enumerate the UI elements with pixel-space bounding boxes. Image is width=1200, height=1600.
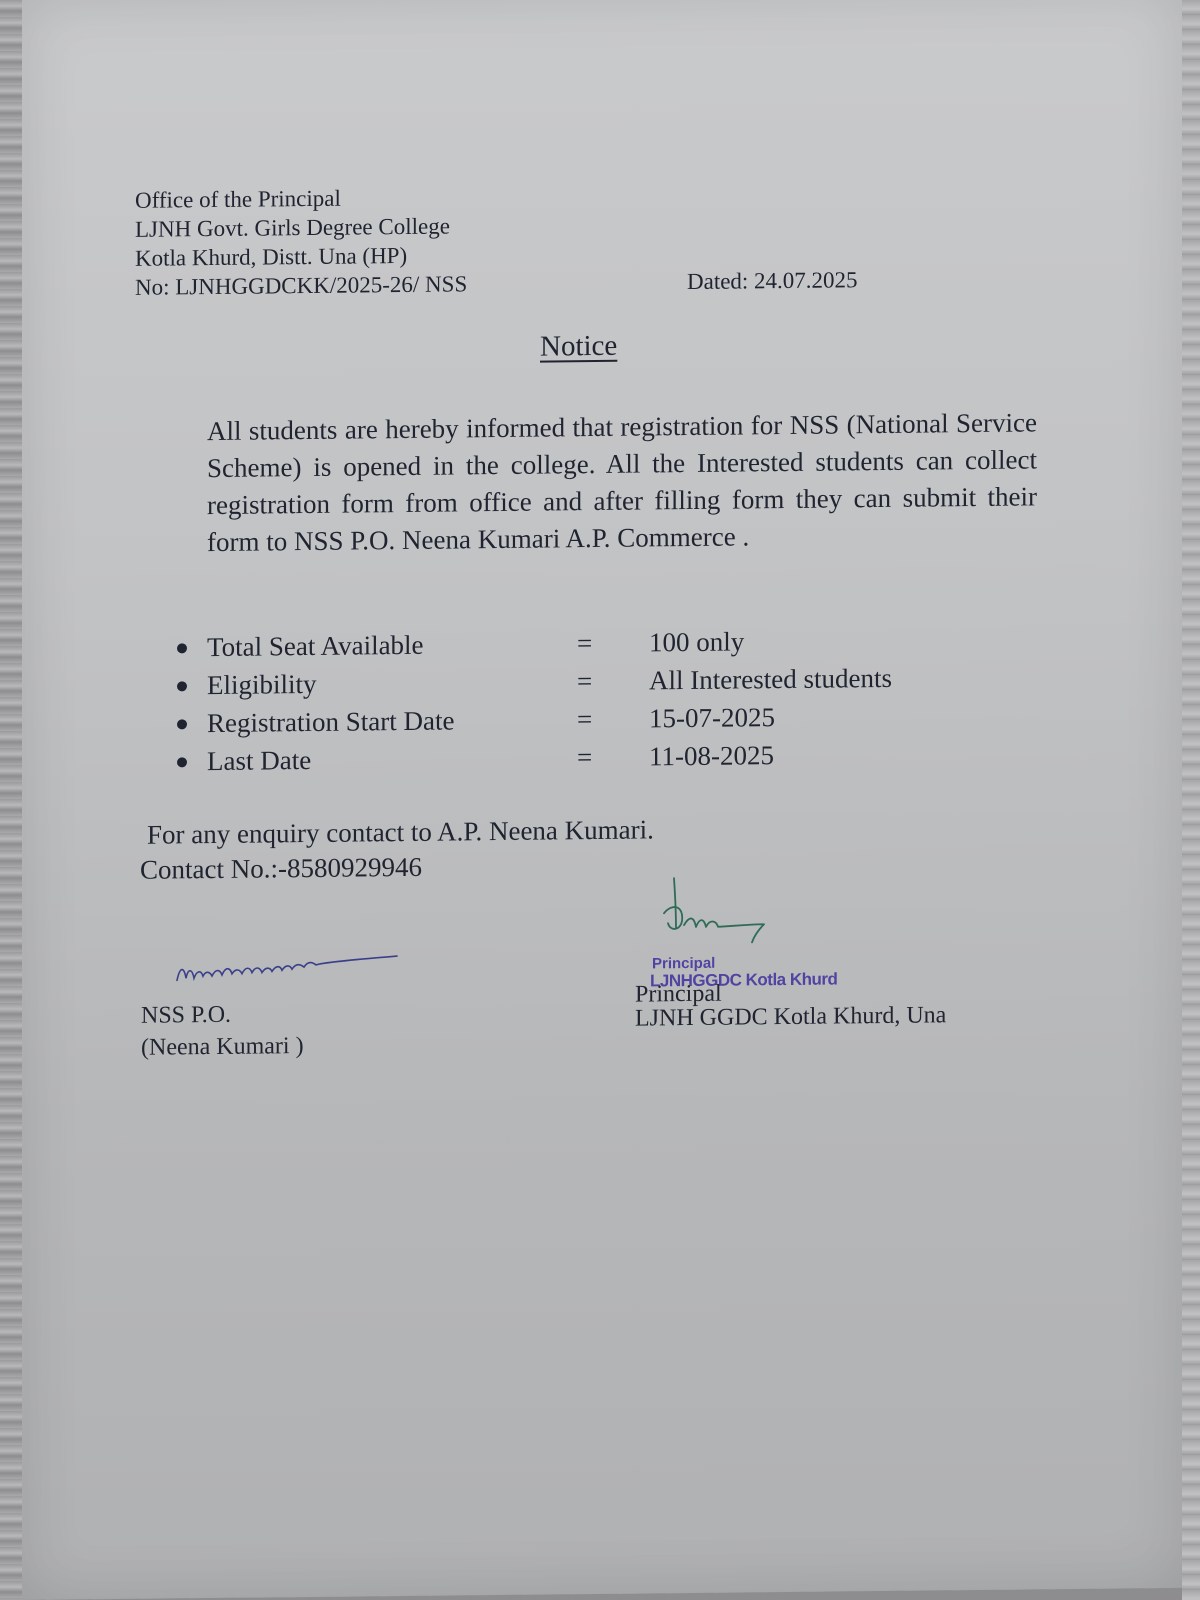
principal-role: Principal	[635, 980, 722, 1008]
detail-label: Registration Start Date	[207, 705, 455, 739]
bullet-icon	[177, 681, 187, 691]
detail-separator: =	[577, 704, 593, 735]
detail-separator: =	[577, 628, 593, 659]
college-line: LJNH Govt. Girls Degree College	[135, 213, 450, 242]
principal-signature-icon	[654, 872, 784, 963]
detail-value: All Interested students	[649, 662, 892, 696]
bullet-icon	[177, 757, 187, 767]
detail-value: 11-08-2025	[649, 740, 774, 772]
office-line: Office of the Principal	[135, 185, 341, 213]
detail-separator: =	[577, 742, 593, 773]
bullet-icon	[177, 643, 187, 653]
principal-org: LJNH GGDC Kotla Khurd, Una	[635, 1002, 947, 1032]
nss-po-role: NSS P.O.	[141, 1001, 232, 1029]
detail-label: Last Date	[207, 744, 312, 777]
notice-title: Notice	[540, 329, 618, 363]
reference-number: No: LJNHGGDCKK/2025-26/ NSS	[135, 271, 468, 300]
detail-label: Total Seat Available	[207, 629, 424, 663]
detail-label: Eligibility	[207, 668, 317, 701]
bullet-icon	[177, 719, 187, 729]
nss-po-name: (Neena Kumari )	[141, 1033, 304, 1061]
detail-value: 100 only	[649, 626, 745, 658]
paper-edge-left	[0, 0, 22, 1600]
paper-edge-right	[1182, 0, 1200, 1600]
stamp-line-2: LJNHGGDC Kotla Khurd	[650, 969, 838, 991]
notice-body: All students are hereby informed that registration for NSS (National Service Scheme) is opened in the college. All the Interested students can collect registration form from office and after filling form they can submit their form to NSS P.O. Neena Kumari A.P. Commerce .	[207, 407, 1037, 558]
detail-separator: =	[577, 666, 593, 697]
address-line: Kotla Khurd, Distt. Una (HP)	[135, 242, 408, 271]
nss-po-signature-icon	[172, 946, 402, 998]
detail-value: 15-07-2025	[649, 702, 775, 734]
notice-page	[22, 0, 1182, 1600]
notice-date: Dated: 24.07.2025	[687, 267, 858, 295]
enquiry-line: For any enquiry contact to A.P. Neena Kumari.	[147, 814, 654, 850]
stamp-line-1: Principal	[652, 954, 716, 973]
contact-number: Contact No.:-8580929946	[140, 851, 422, 885]
